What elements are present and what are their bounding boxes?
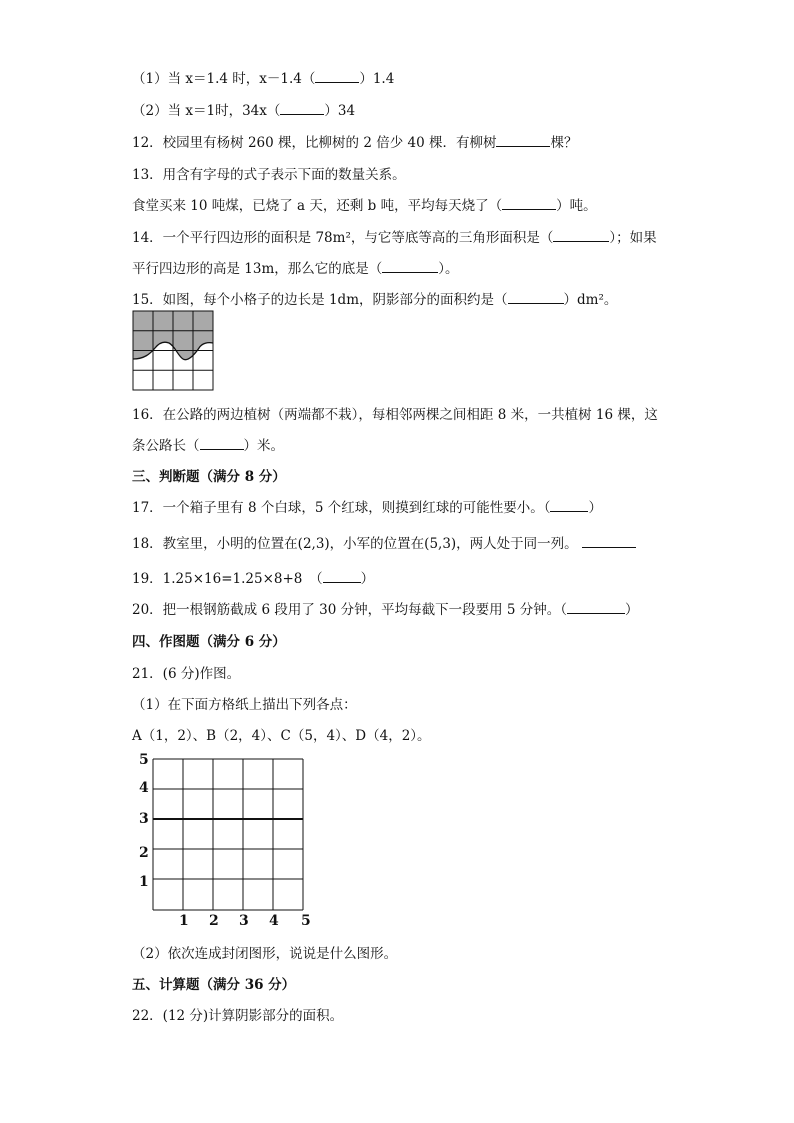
question-17: 17．一个箱子里有 8 个白球，5 个红球，则摸到红球的可能性要小。（ ） <box>132 500 602 516</box>
answer-blank[interactable] <box>550 499 588 512</box>
x-tick-3: 3 <box>239 913 249 929</box>
question-16: 16．在公路的两边植树（两端都不栽），每相邻两棵之间相距 8 米，一共植树 16 棵，这 <box>132 407 658 423</box>
answer-blank[interactable] <box>553 229 609 242</box>
question-13: 13．用含有字母的式子表示下面的数量关系。 <box>132 167 406 183</box>
question-20: 20．把一根钢筋截成 6 段用了 30 分钟，平均每截下一段要用 5 分钟。（ ） <box>132 602 639 618</box>
y-tick-5: 5 <box>139 752 149 768</box>
question-21-part2: （2）依次连成封闭图形，说说是什么图形。 <box>132 946 398 962</box>
shaded-grid-figure <box>132 310 214 391</box>
answer-blank[interactable] <box>582 535 636 548</box>
section-5-heading: 五、计算题（满分 36 分） <box>132 977 296 993</box>
question-18: 18．教室里，小明的位置在(2,3)，小军的位置在(5,3)，两人处于同一列。 <box>132 532 636 552</box>
coordinate-grid[interactable] <box>150 757 306 913</box>
q11-part2: （2）当 x＝1时，34x（ ）34 <box>132 103 356 119</box>
y-tick-1: 1 <box>139 874 149 890</box>
question-21-points: A（1，2）、B（2，4）、C（5，4）、D（4，2）。 <box>132 728 431 744</box>
answer-blank[interactable] <box>315 70 359 83</box>
y-tick-3: 3 <box>139 811 149 827</box>
answer-blank[interactable] <box>567 601 625 614</box>
question-14: 14．一个平行四边形的面积是 78m²，与它等底等高的三角形面积是（ ）；如果 <box>132 230 657 246</box>
answer-blank[interactable] <box>323 570 361 583</box>
answer-blank[interactable] <box>280 102 324 115</box>
x-tick-5: 5 <box>301 913 311 929</box>
question-22: 22．(12 分)计算阴影部分的面积。 <box>132 1008 344 1024</box>
y-tick-4: 4 <box>139 780 149 796</box>
section-4-heading: 四、作图题（满分 6 分） <box>132 634 286 650</box>
question-13-body: 食堂买来 10 吨煤，已烧了 a 天，还剩 b 吨，平均每天烧了（ ）吨。 <box>132 198 597 214</box>
answer-blank[interactable] <box>382 260 438 273</box>
question-12: 12．校园里有杨树 260 棵，比柳树的 2 倍少 40 棵．有柳树 棵？ <box>132 135 578 151</box>
x-tick-1: 1 <box>179 913 189 929</box>
question-21: 21．(6 分)作图。 <box>132 666 241 682</box>
answer-blank[interactable] <box>508 291 564 304</box>
question-16-cont: 条公路长（ ）米。 <box>132 438 284 454</box>
answer-blank[interactable] <box>496 134 550 147</box>
question-19: 19．1.25×16=1.25×8+8 （ ） <box>132 571 375 587</box>
answer-blank[interactable] <box>502 197 556 210</box>
question-14-cont: 平行四边形的高是 13m，那么它的底是（ ）。 <box>132 261 459 277</box>
section-3-heading: 三、判断题（满分 8 分） <box>132 469 286 485</box>
y-tick-2: 2 <box>139 845 149 861</box>
x-tick-4: 4 <box>269 913 279 929</box>
x-tick-2: 2 <box>209 913 219 929</box>
q11-part1: （1）当 x＝1.4 时，x－1.4（ ）1.4 <box>132 71 395 87</box>
question-15: 15．如图，每个小格子的边长是 1dm，阴影部分的面积约是（ ）dm²。 <box>132 292 618 308</box>
answer-blank[interactable] <box>200 437 244 450</box>
question-21-part1: （1）在下面方格纸上描出下列各点： <box>132 697 357 713</box>
